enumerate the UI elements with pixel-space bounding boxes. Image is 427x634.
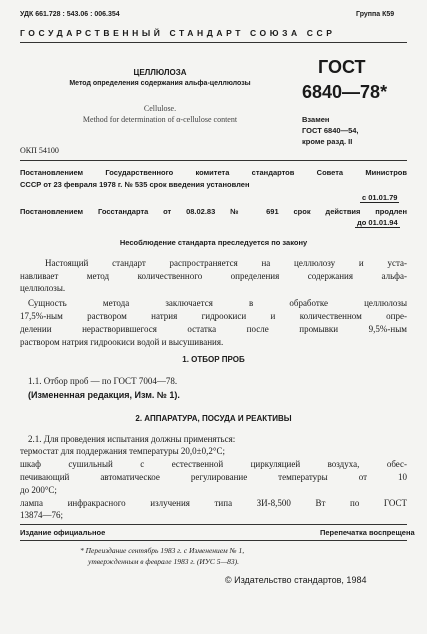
copyright: © Издательство стандартов, 1984	[225, 575, 367, 585]
section-2-line-3: шкаф сушильный с естественной циркуляцией воздуха, обес-	[20, 459, 407, 469]
law-warning: Несоблюдение стандарта преследуется по закону	[119, 238, 308, 247]
method-en: Method for determination of α-cellulose content	[82, 115, 238, 124]
group-code: Группа К59	[356, 11, 395, 18]
section-1-line-1: 1.1. Отбор проб — по ГОСТ 7004—78.	[28, 376, 178, 386]
footer-rule	[20, 524, 407, 525]
decree-line-1: Постановлением Государственного комитета стандартов Совета Министров	[20, 168, 407, 177]
footnote-line-1: * Переиздание сентябрь 1983 г. с Изменением № 1,	[80, 546, 245, 555]
decree-date-1: с 01.01.79	[362, 193, 398, 202]
intro-p2-line3: делении нерастворившегося остатка после промывки 9,5%-ным	[20, 324, 407, 334]
udk-code: УДК 661.728 : 543.06 : 006.354	[20, 11, 120, 18]
replaces-gost: ГОСТ 6840—54,	[302, 126, 359, 135]
title-en: Cellulose.	[143, 104, 177, 113]
section-2-line-5: до 200°С;	[20, 485, 57, 495]
footer-rule-2	[20, 540, 407, 541]
title-ru: ЦЕЛЛЮЛОЗА	[133, 68, 187, 77]
reprint-prohibited: Перепечатка воспрещена	[320, 528, 415, 537]
section-2-line-1: 2.1. Для проведения испытания должны применяться:	[28, 434, 236, 444]
section-2-heading: 2. АППАРАТУРА, ПОСУДА И РЕАКТИВЫ	[135, 414, 292, 423]
decree-line-3: Постановлением Госстандарта от 08.02.83 № 691 срок действия продлен	[20, 207, 407, 216]
section-1-line-2: (Измененная редакция, Изм. № 1).	[28, 390, 180, 400]
intro-p1-line3: целлюлозы.	[20, 283, 66, 293]
header-rule	[20, 42, 407, 43]
section-2-line-6: лампа инфракрасного излучения типа ЗИ-8,500 Вт по ГОСТ	[20, 498, 407, 508]
section-1-heading: 1. ОТБОР ПРОБ	[182, 355, 245, 364]
okp-code: ОКП 54100	[20, 146, 59, 155]
intro-p2-line4: раствором натрия гидроокиси водой и высушивания.	[20, 337, 224, 347]
section-2-line-7: 13874—76;	[20, 510, 64, 520]
decree-line-2: СССР от 23 февраля 1978 г. № 535 срок введения установлен	[20, 180, 250, 189]
intro-p2-line1: Сущность метода заключается в обработке целлюлозы	[28, 298, 407, 308]
intro-p2-line2: 17,5%-ным раствором натрия гидроокиси и количественном опре-	[20, 311, 407, 321]
replaces-except: кроме разд. II	[302, 137, 353, 146]
gost-number: 6840—78*	[302, 82, 388, 102]
replaces-label: Взамен	[302, 115, 330, 124]
intro-p1-line2: навливает метод количественного определения содержания альфа-	[20, 271, 407, 281]
footnote-line-2: утвержденным в феврале 1983 г. (ИУС 5—83).	[88, 557, 240, 566]
title-rule	[20, 160, 407, 161]
method-ru: Метод определения содержания альфа-целлюлозы	[69, 80, 251, 87]
decree-date-2: до 01.01.94	[357, 218, 398, 227]
official-edition: Издание официальное	[20, 528, 106, 537]
gost-label: ГОСТ	[318, 57, 366, 77]
intro-p1-line1: Настоящий стандарт распространяется на целлюлозу и уста-	[45, 258, 407, 268]
state-standard-banner: ГОСУДАРСТВЕННЫЙ СТАНДАРТ СОЮЗА ССР	[20, 28, 336, 38]
section-2-line-2: термостат для поддержания температуры 20,0±0,2°С;	[20, 446, 225, 456]
section-2-line-4: печивающий автоматическое регулирование температуры от 10	[20, 472, 407, 482]
